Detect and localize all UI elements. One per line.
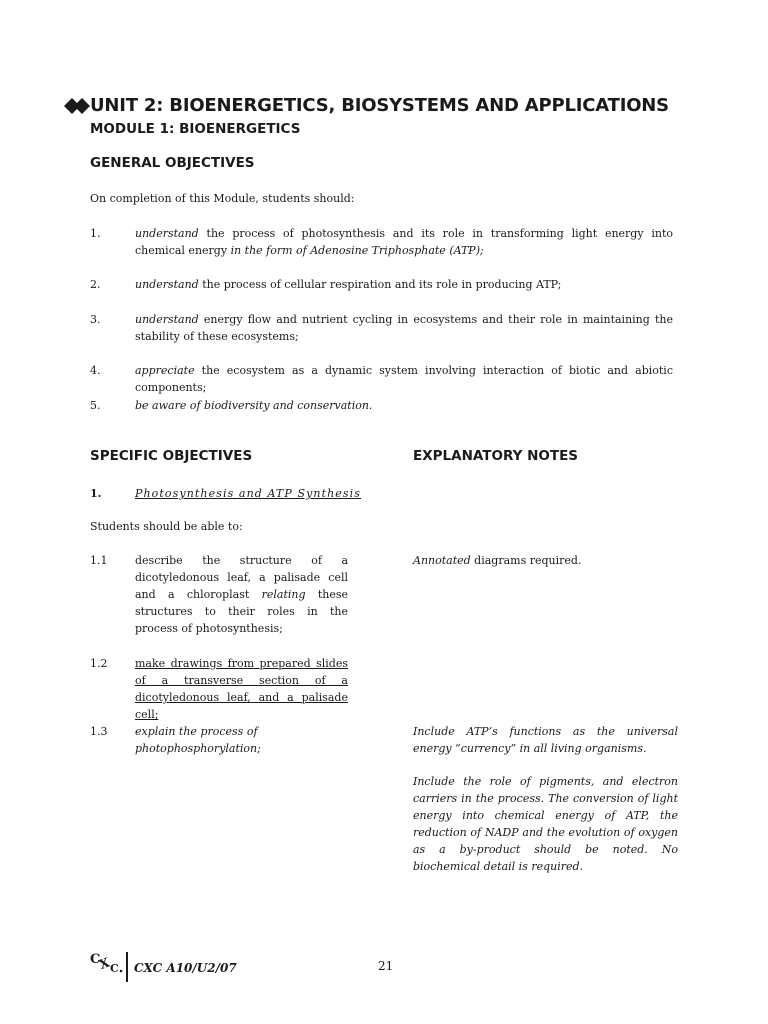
item-body: the ecosystem as a dynamic system involving interaction of biotic and abiotic components;	[135, 364, 673, 394]
explanatory-notes-heading: EXPLANATORY NOTES	[413, 448, 579, 464]
item-number: 4.	[90, 364, 101, 377]
svg-text:X: X	[97, 955, 112, 974]
item-verb: understand	[135, 278, 199, 291]
item-number: 1.	[90, 227, 101, 240]
section-title: Photosynthesis and ATP Synthesis	[135, 487, 362, 500]
item-text	[135, 362, 673, 396]
item-number: 5.	[90, 399, 101, 412]
item-verb: understand	[135, 313, 199, 326]
footer-divider	[126, 952, 128, 982]
item-body: the process of cellular respiration and its role in producing ATP;	[198, 278, 562, 291]
cxc-logo-icon	[88, 949, 124, 975]
students-lead: Students should be able to:	[90, 520, 243, 533]
svg-text:C: C	[90, 952, 101, 967]
note-1-3b: Include the role of pigments, and electron carriers in the process. The conversion of light energy into chemical energy of ATP, the reduction of NADP and the evolution of oxygen as a by-product should be noted. No biochemical detail is required.	[413, 775, 678, 873]
objective-number: 1.2	[90, 657, 108, 670]
objective-text-em: relating	[261, 588, 306, 601]
page-number: 21	[378, 959, 394, 973]
note-1-3a: Include ATP’s functions as the universal energy “currency” in all living organisms.	[413, 725, 678, 755]
item-tail: in the form of Adenosine Triphosphate (ATP);	[230, 244, 484, 257]
note-text: diagrams required.	[470, 554, 582, 567]
general-objectives-heading: GENERAL OBJECTIVES	[90, 155, 255, 171]
section-number: 1.	[90, 487, 102, 500]
item-number: 2.	[90, 278, 101, 291]
footer-code: CXC A10/U2/07	[134, 961, 237, 975]
item-text	[135, 311, 673, 345]
module-title: MODULE 1: BIOENERGETICS	[90, 121, 301, 137]
specific-objectives-heading: SPECIFIC OBJECTIVES	[90, 448, 253, 464]
diamond-bullet-icon	[64, 98, 90, 114]
objective-number: 1.1	[90, 554, 108, 567]
objective-text: explain the process of photophosphorylation;	[135, 725, 261, 755]
objective-text-b: these structures to their roles in the process of photosynthesis;	[135, 588, 349, 635]
item-text	[135, 276, 673, 293]
item-body: energy flow and nutrient cycling in ecosystems and their role in maintaining the stability of these ecosystems;	[135, 313, 673, 343]
item-number: 3.	[90, 313, 101, 326]
item-verb: understand	[135, 227, 199, 240]
objective-text-a: describe the structure of a dicotyledonous leaf, a palisade cell and a chloroplast	[135, 554, 348, 601]
unit-title: UNIT 2: BIOENERGETICS, BIOSYSTEMS AND APPLICATIONS	[90, 95, 669, 116]
general-intro: On completion of this Module, students should:	[90, 192, 355, 205]
item-text: be aware of biodiversity and conservation.	[135, 399, 373, 412]
svg-text:C: C	[110, 962, 119, 975]
item-text	[135, 225, 673, 259]
objective-number: 1.3	[90, 725, 108, 738]
objective-text: make drawings from prepared slides of a transverse section of a dicotyledonous leaf, and a palisade cell;	[135, 657, 348, 721]
objective-text	[135, 552, 348, 637]
item-body: the process of photosynthesis and its role in transforming light energy into chemical energy	[135, 227, 673, 257]
note-1-1	[413, 552, 581, 569]
note-emphasis: Annotated	[413, 554, 471, 567]
item-verb: appreciate	[135, 364, 195, 377]
